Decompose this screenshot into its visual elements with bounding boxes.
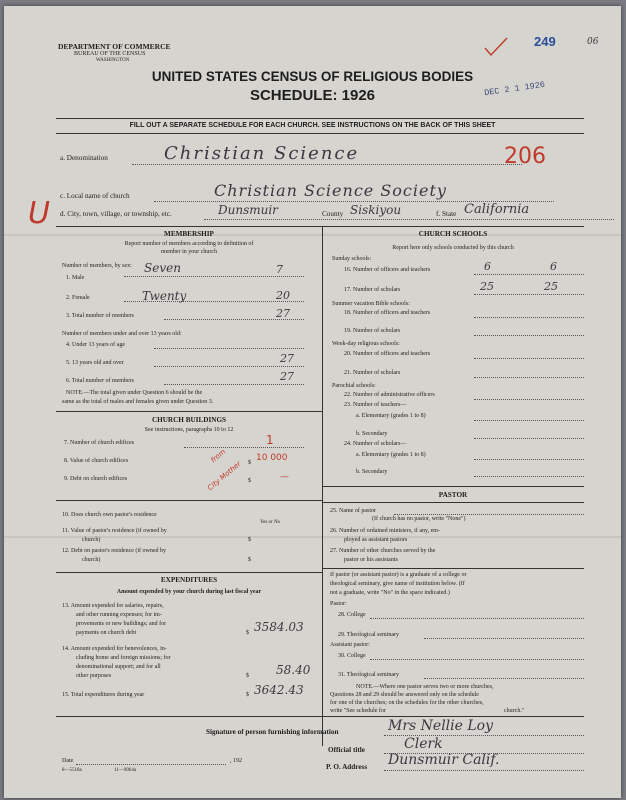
- q26-label-2: ployed as assistant pastors: [344, 537, 408, 543]
- q14-line-4: other purposes: [76, 673, 112, 679]
- print-number: 11—9064a: [114, 768, 137, 773]
- membership-intro-2: member in your church: [160, 249, 218, 255]
- q29-label: 29. Theological seminary: [338, 632, 400, 638]
- q13-dollar: $: [246, 630, 249, 636]
- q13-line-3: provements or new buildings; and for: [76, 621, 167, 627]
- q28-label: 28. College: [338, 612, 366, 618]
- q17-label: 17. Number of scholars: [344, 287, 401, 293]
- age-intro: Number of members under and over 13 years old:: [62, 331, 182, 337]
- q12-dollar: $: [248, 557, 251, 563]
- city-name: WASHINGTON: [96, 58, 130, 63]
- q9-note: City Mother: [206, 459, 243, 493]
- q26-label: 26. Number of ordained ministers, if any, em-: [330, 528, 440, 534]
- q2-label: 2. Female: [66, 295, 90, 301]
- q23b-label: b. Secondary: [356, 431, 388, 437]
- q11-label-2: church): [82, 537, 101, 543]
- q17-value-b: 25: [544, 280, 558, 293]
- q14-line-2: cluding home and foreign missions; for: [76, 655, 171, 661]
- q24b-label: b. Secondary: [356, 469, 388, 475]
- q5-value: 27: [280, 352, 294, 365]
- q14-value: 58.40: [276, 663, 311, 677]
- q16-label: 16. Number of officers and teachers: [344, 267, 431, 273]
- pastor-heading: PASTOR: [438, 491, 468, 499]
- pastor-note-4: write "See schedule for: [330, 708, 386, 714]
- q11-dollar: $: [248, 537, 251, 543]
- q19-label: 19. Number of scholars: [344, 328, 401, 334]
- pastor-note-2: Questions 28 and 29 should be answered only on the schedule: [330, 692, 479, 698]
- q6-label: 6. Total number of members: [66, 378, 134, 384]
- q9-value: —: [280, 472, 289, 482]
- q21-label: 21. Number of scholars: [344, 370, 401, 376]
- expenditures-heading: EXPENDITURES: [160, 576, 218, 584]
- q3-label: 3. Total number of members: [66, 313, 134, 319]
- q8-value: 10 000: [256, 453, 288, 463]
- q1-value: 7: [276, 263, 283, 276]
- members-by-sex-label: Number of members, by sex:: [62, 263, 132, 269]
- graduate-instruction-3: not a graduate, write "No" in the space indicated.): [330, 590, 450, 596]
- q13-value: 3584.03: [254, 620, 304, 634]
- yes-no-hint: Yes or No: [260, 520, 281, 525]
- q5-label: 5. 13 years old and over: [66, 360, 124, 366]
- schools-heading: CHURCH SCHOOLS: [418, 230, 488, 238]
- q15-dollar: $: [246, 692, 249, 698]
- q31-label: 31. Theological seminary: [338, 672, 400, 678]
- state-label: f. State: [436, 210, 457, 218]
- bureau-name: BUREAU OF THE CENSUS: [74, 51, 146, 57]
- q14-dollar: $: [246, 673, 249, 679]
- q7-value: 1: [266, 433, 274, 447]
- po-address-value: Dunsmuir Calif.: [388, 752, 500, 768]
- schedule-number-note: 06: [587, 37, 599, 47]
- department-name: DEPARTMENT OF COMMERCE: [58, 42, 171, 51]
- summer-schools-label: Summer vacation Bible schools:: [332, 301, 410, 307]
- membership-heading: MEMBERSHIP: [164, 230, 214, 238]
- q18-label: 18. Number of officers and teachers: [344, 310, 431, 316]
- pastor-note-3: for one of the churches; on the schedules for the other churches,: [330, 700, 484, 706]
- date-year: , 192: [230, 758, 242, 764]
- parochial-schools-label: Parochial schools:: [332, 383, 376, 389]
- date-label: Date: [62, 758, 74, 764]
- schools-intro: Report here only schools conducted by this church: [392, 245, 514, 251]
- q2-word: Twenty: [142, 289, 187, 303]
- signature-label: Signature of person furnishing information: [206, 728, 339, 736]
- q23a-label: a. Elementary (grades 1 to 8): [356, 413, 426, 419]
- schedule-title: SCHEDULE: 1926: [249, 87, 376, 104]
- assistant-pastor-sublabel: Assistant pastor:: [330, 642, 370, 648]
- expenditures-intro: Amount expended by your church during last fiscal year: [116, 589, 262, 595]
- q14-line-3: denominational support; and for all: [76, 664, 161, 670]
- q6-value: 27: [280, 370, 294, 383]
- denomination-label: a. Denomination: [60, 154, 108, 162]
- graduate-instruction-2: theological seminary, give name of institution below. (If: [330, 581, 465, 587]
- census-schedule-form: [4, 6, 621, 798]
- official-title-value: Clerk: [404, 736, 443, 752]
- q11-label: 11. Value of pastor's residence (if owned by: [62, 528, 167, 534]
- city-label: d. City, town, village, or township, etc.: [60, 210, 172, 218]
- q12-label: 12. Debt on pastor's residence (if owned by: [62, 548, 167, 554]
- q2-value: 20: [276, 289, 290, 302]
- q13-line-1: 13. Amount expended for salaries, repairs,: [62, 603, 164, 609]
- q9-dollar: $: [248, 478, 251, 484]
- po-address-label: P. O. Address: [326, 763, 368, 771]
- q24-label: 24. Number of scholars—: [344, 441, 407, 447]
- q16-value-a: 6: [484, 260, 491, 273]
- q8-label: 8. Value of church edifices: [64, 458, 129, 464]
- q25-note: (If church has no pastor, write "None"): [372, 516, 466, 522]
- pastor-sublabel: Pastor:: [330, 601, 347, 607]
- q8-note: from: [209, 447, 228, 465]
- pastor-note: NOTE.—Where one pastor serves two or more churches,: [356, 684, 494, 690]
- city-value: Dunsmuir: [218, 203, 278, 217]
- q22-label: 22. Number of administrative officers: [344, 392, 435, 398]
- q24a-label: a. Elementary (grades 1 to 8): [356, 452, 426, 458]
- q27-label: 27. Number of other churches served by the: [330, 548, 436, 554]
- q13-line-2: and other running expenses; for im-: [76, 612, 162, 618]
- q10-label: 10. Does church own pastor's residence: [62, 512, 157, 518]
- local-church-name-value: Christian Science Society: [214, 181, 447, 200]
- county-value: Siskiyou: [350, 203, 402, 217]
- q4-label: 4. Under 13 years of age: [66, 342, 125, 348]
- q14-line-1: 14. Amount expended for benevolences, in-: [62, 646, 167, 652]
- weekday-schools-label: Week-day religious schools:: [332, 341, 400, 347]
- check-mark-icon: [482, 36, 510, 58]
- buildings-intro: See instructions, paragraphs 10 to 12: [144, 427, 234, 433]
- pastor-note-5: church.": [504, 708, 525, 714]
- q3-value: 27: [276, 307, 290, 320]
- state-value: California: [464, 202, 530, 217]
- membership-note-2: same as the total of males and females given under Question 3.: [62, 399, 214, 405]
- q27-label-2: pastor or his assistants: [344, 557, 398, 563]
- instruction-line: FILL OUT A SEPARATE SCHEDULE FOR EACH CHURCH. SEE INSTRUCTIONS ON THE BACK OF THIS SHEET: [129, 122, 496, 129]
- local-church-name-label: c. Local name of church: [60, 192, 130, 200]
- schedule-number: 249: [534, 34, 556, 49]
- sunday-schools-label: Sunday schools:: [332, 256, 372, 262]
- margin-mark: U: [28, 196, 50, 231]
- denomination-value: Christian Science: [164, 143, 360, 164]
- graduate-instruction: If pastor (or assistant pastor) is a graduate of a college or: [330, 572, 467, 578]
- buildings-heading: CHURCH BUILDINGS: [151, 416, 227, 424]
- county-label: County: [322, 210, 344, 218]
- q15-label: 15. Total expenditures during year: [62, 692, 145, 698]
- denomination-code: 206: [504, 144, 546, 169]
- q16-value-b: 6: [550, 260, 557, 273]
- received-date-stamp: DEC 2 1 1926: [483, 79, 546, 99]
- q8-dollar: $: [248, 460, 251, 466]
- q9-label: 9. Debt on church edifices: [64, 476, 128, 482]
- official-title-label: Official title: [328, 746, 365, 754]
- membership-intro: Report number of members according to definition of: [124, 241, 254, 247]
- q20-label: 20. Number of officers and teachers: [344, 351, 431, 357]
- q1-word: Seven: [144, 261, 181, 275]
- signature-value: Mrs Nellie Loy: [388, 718, 493, 734]
- q13-line-4: payments on church debt: [76, 630, 137, 636]
- q15-value: 3642.43: [254, 683, 304, 697]
- q25-label: 25. Name of pastor: [330, 508, 376, 514]
- membership-note: NOTE.—The total given under Question 6 should be the: [66, 390, 203, 396]
- q23-label: 23. Number of teachers—: [344, 402, 407, 408]
- form-number: 8—5518a: [62, 768, 82, 773]
- q30-label: 30. College: [338, 653, 366, 659]
- q1-label: 1. Male: [66, 275, 85, 281]
- q12-label-2: church): [82, 557, 101, 563]
- form-title: UNITED STATES CENSUS OF RELIGIOUS BODIES: [151, 69, 474, 84]
- q17-value-a: 25: [480, 280, 494, 293]
- q7-label: 7. Number of church edifices: [64, 440, 135, 446]
